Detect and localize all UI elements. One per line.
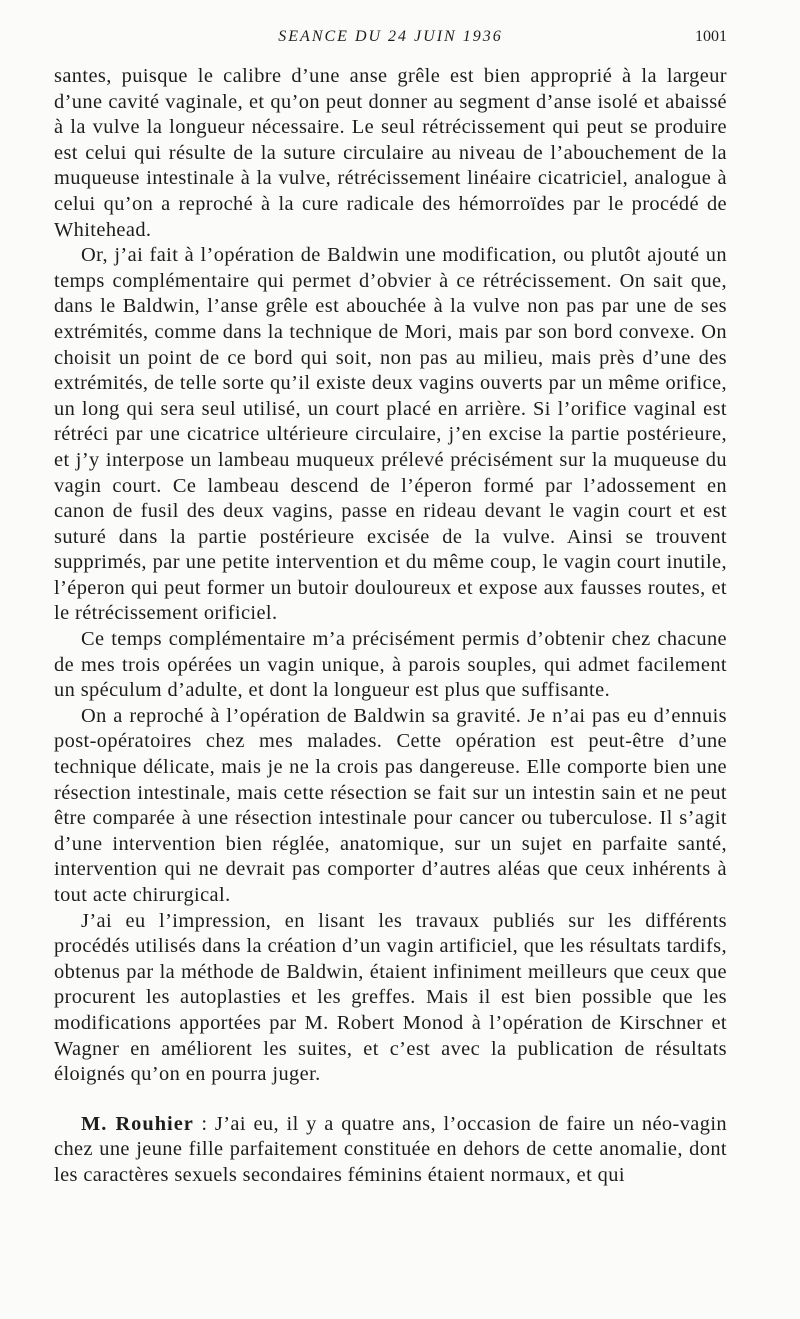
document-page <box>54 28 727 1189</box>
running-title: SEANCE DU 24 JUIN 1936 <box>278 28 503 45</box>
page-header <box>54 28 727 64</box>
paragraph-rouhier <box>54 1112 727 1189</box>
paragraph-baldwin-modification: Or, j’ai fait à l’opération de Baldwin une modification, ou plutôt ajouté un temps complémentaire qui permet d’obvier à ce rétrécissement. On sait que, dans le Baldwin, l’anse grêle est abouchée à la vulve non pas par une de ses extrémités, comme dans la technique de Mori, mais par son bord convexe. On choisit un point de ce bord qui soit, non pas au milieu, mais près d’une des extrémités, de telle sorte qu’il existe deux vagins ouverts par un même orifice, un long qui sera seul utilisé, un court placé en arrière. Si l’orifice vaginal est rétréci par une cicatrice ultérieure circulaire, j’en excise la partie postérieure, et j’y interpose un lambeau muqueux prélevé précisément sur la muqueuse du vagin court. Ce lambeau descend de l’éperon formé par l’adossement en canon de fusil des deux vagins, passe en rideau devant le vagin court et est suturé dans la partie postérieure excisée de la vulve. Ainsi se trouvent supprimés, par une petite intervention et du même coup, le vagin court inutile, l’éperon qui peut former un butoir douloureux et expose aux fausses routes, et le rétrécissement orificiel. <box>54 244 727 625</box>
speaker-name: M. Rouhier <box>81 1112 194 1135</box>
page-number: 1001 <box>695 28 727 45</box>
paragraph-continuation: santes, puisque le calibre d’une anse grêle est bien approprié à la largeur d’une cavité vaginale, et qu’on peut donner au segment d’anse isolé et abaissé à la vulve la longueur nécessaire. Le seul rétrécissement qui peut se produire est celui qui résulte de la suture circulaire au niveau de l’abouchement de la muqueuse intestinale à la vulve, rétrécissement linéaire cicatriciel, analogue à celui qu’on a reproché à la cure radicale des hémorroïdes par le procédé de Whitehead. <box>54 65 727 241</box>
rouhier-text: : J’ai eu, il y a quatre ans, l’occasion de faire un néo-vagin chez une jeune fille parfaitement constituée en dehors de cette anomalie, dont les caractères sexuels secondaires féminins étaient normaux, et qui <box>54 1112 728 1186</box>
paragraph-gravity: On a reproché à l’opération de Baldwin sa gravité. Je n’ai pas eu d’ennuis post-opératoires chez mes malades. Cette opération est peut-être d’une technique délicate, mais je ne la crois pas dangereuse. Elle comporte bien une résection intestinale, mais cette résection se fait sur un intestin sain et ne peut être comparée à une résection intestinale pour cancer ou tuberculose. Il s’agit d’une intervention bien réglée, anatomique, sur un sujet en parfaite santé, intervention qui ne devrait pas comporter d’autres aléas que ceux inhérents à tout acte chirurgical. <box>54 704 727 906</box>
paragraph-impression: J’ai eu l’impression, en lisant les travaux publiés sur les différents procédés utilisés dans la création d’un vagin artificiel, que les résultats tardifs, obtenus par la méthode de Baldwin, étaient infiniment meilleurs que ceux que procurent les autoplasties et les greffes. Mais il est bien possible que les modifications apportées par M. Robert Monod à l’opération de Kirschner et Wagner en améliorent les suites, et c’est avec la publication de résultats éloignés qu’on en pourra juger. <box>54 909 727 1086</box>
paragraph-complementary-step: Ce temps complémentaire m’a précisément permis d’obtenir chez chacune de mes trois opérées un vagin unique, à parois souples, qui admet facilement un spéculum d’adulte, et dont la longueur est plus que suffisante. <box>54 628 727 702</box>
